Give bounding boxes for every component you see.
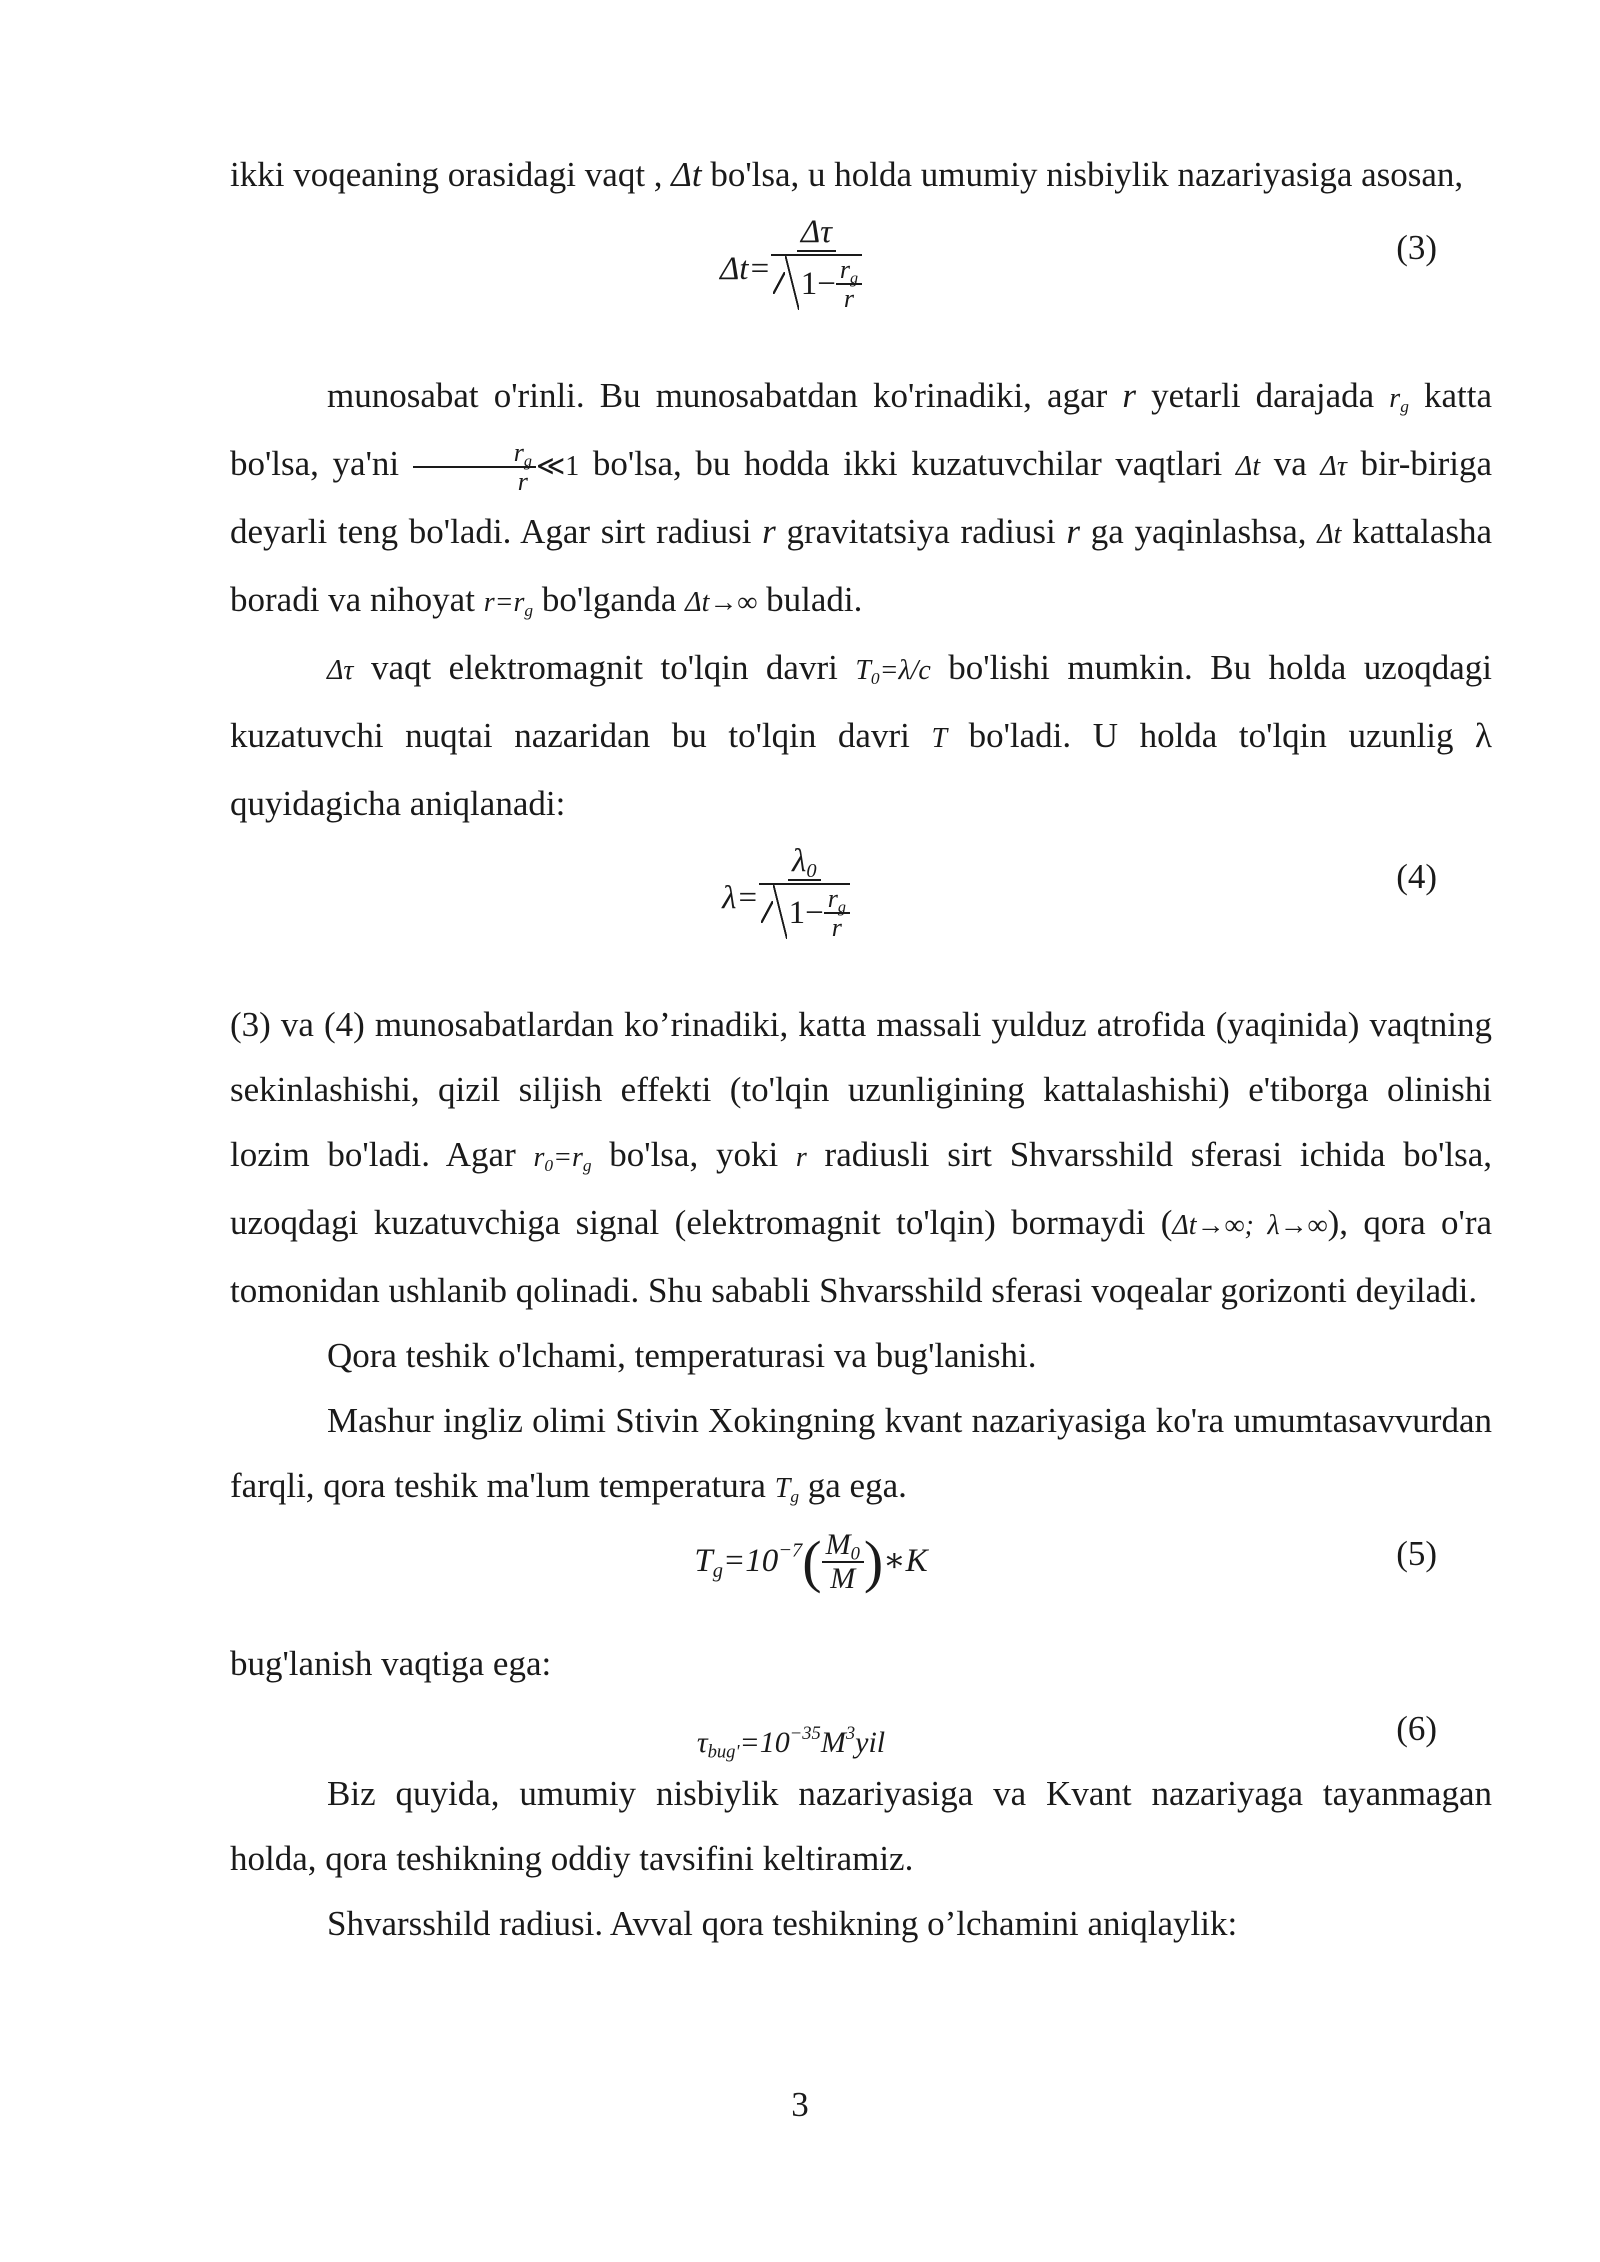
equation-5: $T_g=10^{-7}$ ( $\frac{M_0}{M}$ ) ∗K (5) xyxy=(230,1521,1492,1631)
equation-5-number: (5) xyxy=(1396,1534,1437,1573)
paragraph-4-text-c: radiusli sirt Shvarsshild sferasi ichida bo'lsa, uzoqdagi kuzatuvchiga signal (elektromagnit to'lqin) bormaydi ( xyxy=(230,1135,1493,1242)
section-heading-black-hole-size: Qora teshik o'lchami, temperaturasi va bug'lanishi. xyxy=(327,1336,1037,1375)
math-delta-t: Δt xyxy=(671,155,702,194)
paragraph-3-text-c: bo'ladi. U holda to'lqin uzunlig λ quyidagicha aniqlanadi: xyxy=(230,716,1493,823)
paragraph-3-text-b: bo'lishi mumkin. Bu holda uzoqdagi kuzatuvchi nuqtai nazaridan bu to'lqin davri xyxy=(230,648,1493,755)
paragraph-1-text-b: bo'lsa, u holda umumiy nisbiylik nazariyasiga asosan, xyxy=(710,155,1464,194)
page-number: 3 xyxy=(791,2085,809,2124)
paragraph-4-text-d: ), qora o'ra tomonidan ushlanib qolinadi. Shu sababli Shvarsshild sferasi voqealar gorizonti deyiladi. xyxy=(230,1203,1493,1310)
paragraph-1-text-a: ikki voqeaning orasidagi vaqt , xyxy=(230,155,663,194)
paragraph-1 xyxy=(230,142,1492,207)
equation-6: $\tau_{bug'}=10^{-35}M^3yil$ (6) xyxy=(230,1696,1492,1761)
equation-6-number: (6) xyxy=(1396,1709,1437,1748)
paragraph-9: Shvarsshild radiusi. Avval qora teshikning o’lchamini aniqlaylik: xyxy=(327,1904,1238,1943)
paragraph-4-text-a: (3) va (4) munosabatlardan ko’rinadiki, katta massali yulduz atrofida (yaqinida) vaqtning sekinlashishi, qizil siljish effekti (to'lqin uzunligining kattalashishi) e'tiborga olinishi lozim bo'ladi. Agar xyxy=(230,1005,1492,1174)
equation-3: Δt= Δτ 1− $\frac{r_g}{r}$ (3) xyxy=(719,214,1437,313)
paragraph-2-text-i: kattalasha boradi va nihoyat xyxy=(230,512,1493,619)
equation-3-number: (3) xyxy=(1396,228,1437,267)
paragraph-6-text-b: ga ega. xyxy=(807,1466,907,1505)
paragraph-3: Δτ vaqt elektromagnit to'lqin davri $T_0=\lambda/c$ bo'lishi mumkin. Bu holda uzoqdagi kuzatuvchi nuqtai nazaridan bu to'lqin davri T bo'ladi. U holda to'lqin uzunlig λ quyidagicha aniqlanadi: xyxy=(230,648,1493,823)
paragraph-2-text-e: va xyxy=(1273,444,1307,483)
equation-4: λ= $\lambda_0$ 1− $\frac{r_g}{r}$ (4) xyxy=(722,843,1437,942)
paragraph-3-text-a: vaqt elektromagnit to'lqin davri xyxy=(370,648,838,687)
paragraph-2-text-j: bo'lganda xyxy=(541,580,677,619)
paragraph-2-text-k: buladi. xyxy=(766,580,863,619)
paragraph-4: (3) va (4) munosabatlardan ko’rinadiki, katta massali yulduz atrofida (yaqinida) vaqtning sekinlashishi, qizil siljish effekti (to'lqin uzunligining kattalashishi) e'tiborga olinishi lozim bo'ladi. Agar $r_0=r_g$ bo'lsa, yoki r radiusli sirt Shvarsshild sferasi ichida bo'lsa, uzoqdagi kuzatuvchiga signal (elektromagnit to'lqin) bormaydi (Δt→∞; λ→∞), qora o'ra tomonidan ushlanib qolinadi. Shu sababli Shvarsshild sferasi voqealar gorizonti deyiladi. xyxy=(230,1005,1493,1310)
paragraph-7: bug'lanish vaqtiga ega: xyxy=(230,1644,552,1683)
paragraph-2-text-g: gravitatsiya radiusi xyxy=(786,512,1056,551)
paragraph-6: Mashur ingliz olimi Stivin Xokingning kvant nazariyasiga ko'ra umumtasavvurdan farqli, qora teshik ma'lum temperatura $T_g$ ga ega. xyxy=(230,1401,1492,1507)
paragraph-2: munosabat o'rinli. Bu munosabatdan ko'rinadiki, agar r yetarli darajada $r_g$ katta bo'lsa, ya'ni $\frac{r_g}{r}$ ≪1 bo'lsa, bu hodda ikki kuzatuvchilar vaqtlari Δt va Δτ bir-biriga deyarli teng bo'ladi. Agar sirt radiusi r gravitatsiya radiusi r ga yaqinlashsa, Δt kattalasha boradi va nihoyat $r=r_g$ bo'lganda Δt→∞ buladi. xyxy=(230,376,1493,621)
paragraph-2-text-h: ga yaqinlashsa, xyxy=(1090,512,1307,551)
paragraph-8: Biz quyida, umumiy nisbiylik nazariyasiga va Kvant nazariyaga tayanmagan holda, qora teshikning oddiy tavsifini keltiramiz. xyxy=(230,1774,1492,1878)
paragraph-6-text-a: Mashur ingliz olimi Stivin Xokingning kvant nazariyasiga ko'ra umumtasavvurdan farqli, qora teshik ma'lum temperatura xyxy=(230,1401,1492,1505)
paragraph-2-text-d: bo'lsa, bu hodda ikki kuzatuvchilar vaqtlari xyxy=(592,444,1223,483)
paragraph-2-text-c: katta bo'lsa, ya'ni xyxy=(230,376,1493,483)
paragraph-2-text-b: yetarli darajada xyxy=(1151,376,1375,415)
paragraph-2-text-f: bir-biriga deyarli teng bo'ladi. Agar sirt radiusi xyxy=(230,444,1492,551)
equation-4-number: (4) xyxy=(1396,857,1437,896)
text-body xyxy=(230,142,1492,1956)
paragraph-2-text-a: munosabat o'rinli. Bu munosabatdan ko'rinadiki, agar xyxy=(327,376,1108,415)
paragraph-4-text-b: bo'lsa, yoki xyxy=(609,1135,779,1174)
